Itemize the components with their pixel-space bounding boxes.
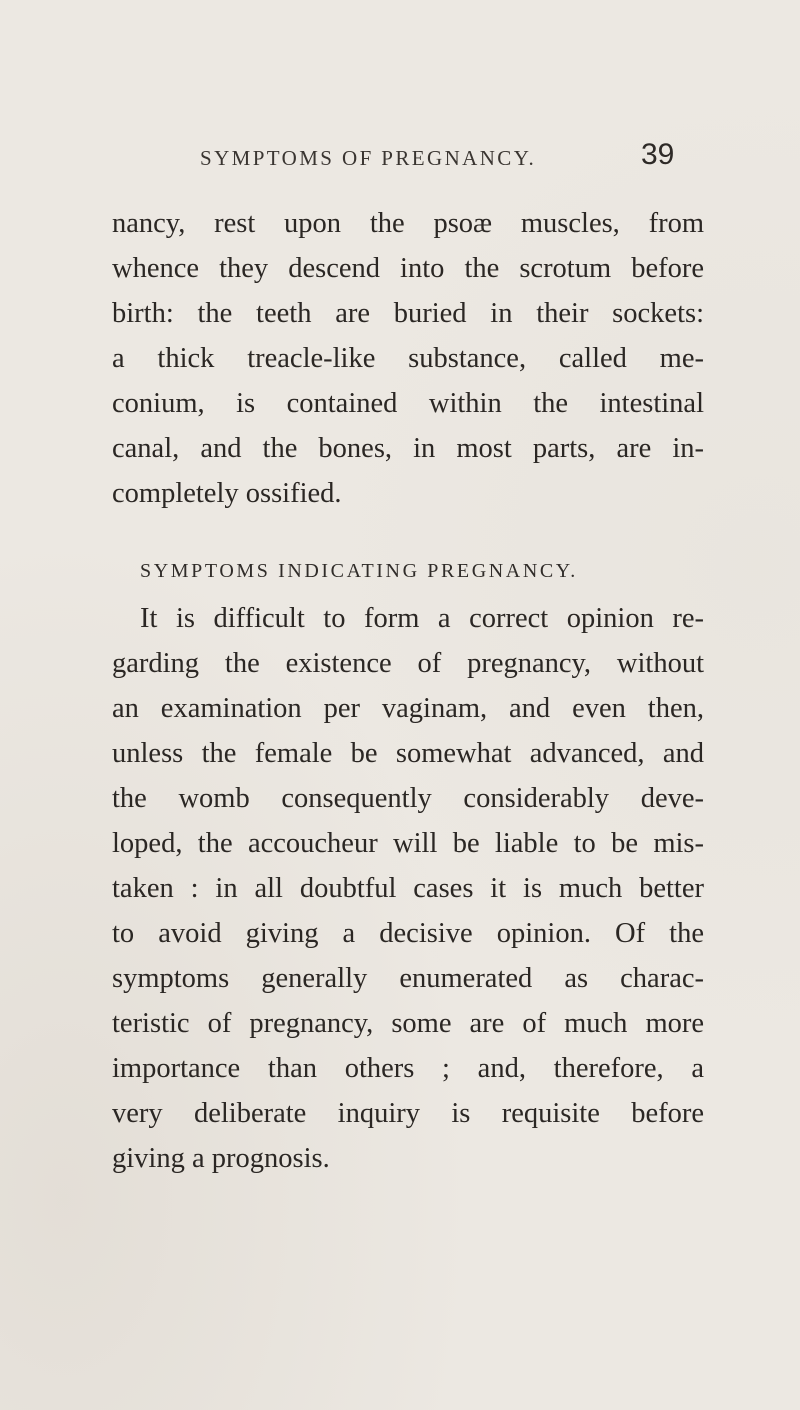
page-number: 39 [641, 138, 675, 171]
text-line: very deliberate inquiry is requisite before [112, 1098, 704, 1129]
running-title: SYMPTOMS OF PREGNANCY. [200, 146, 537, 170]
text-line: symptoms generally enumerated as charac- [112, 963, 704, 994]
text-line: the womb consequently considerably deve- [112, 783, 704, 814]
text-line: teristic of pregnancy, some are of much more [112, 1008, 704, 1039]
text-line: garding the existence of pregnancy, without [112, 648, 704, 679]
text-line: unless the female be somewhat advanced, and [112, 738, 704, 769]
text-line: taken : in all doubtful cases it is much better [112, 873, 704, 904]
text-line: birth: the teeth are buried in their sockets: [112, 298, 704, 329]
section-heading: SYMPTOMS INDICATING PREGNANCY. [140, 560, 578, 582]
text-line: giving a prognosis. [112, 1143, 330, 1174]
text-line: importance than others ; and, therefore, a [112, 1053, 704, 1084]
text-line: to avoid giving a decisive opinion. Of the [112, 918, 704, 949]
text-line: an examination per vaginam, and even then, [112, 693, 704, 724]
text-line: completely ossified. [112, 478, 342, 509]
text-line: conium, is contained within the intestinal [112, 388, 704, 419]
text-line: nancy, rest upon the psoæ muscles, from [112, 208, 704, 239]
text-line: loped, the accoucheur will be liable to be mis- [112, 828, 704, 859]
text-line: whence they descend into the scrotum before [112, 253, 704, 284]
text-line: It is difficult to form a correct opinion re- [140, 603, 704, 634]
text-line: canal, and the bones, in most parts, are in- [112, 433, 704, 464]
text-line: a thick treacle-like substance, called me- [112, 343, 704, 374]
running-head [0, 138, 800, 178]
